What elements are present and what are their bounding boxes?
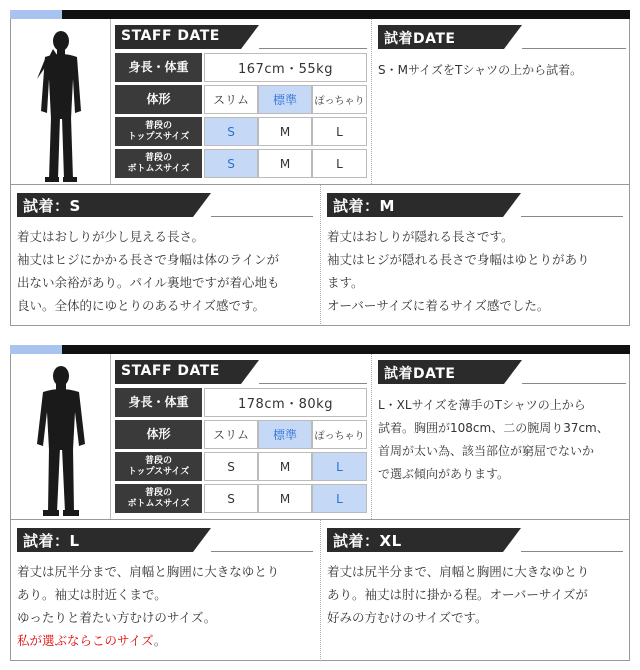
- tops-label-line2: トップスサイズ: [127, 131, 190, 142]
- trial-m-panel: [320, 185, 630, 326]
- staff-data-title: STAFF DATE: [121, 28, 220, 44]
- fitting-note-text: [378, 394, 628, 486]
- section-top-bar: [10, 10, 630, 19]
- trial-xl-line: 好みの方むけのサイズです。: [327, 610, 488, 625]
- tops-label-line2: トップスサイズ: [127, 466, 190, 477]
- trial-l-header: [17, 528, 313, 552]
- staff-silhouette-icon: [11, 19, 111, 184]
- bottoms-size-s: S: [204, 484, 258, 513]
- trial-l-recommend-suffix: 。: [153, 633, 167, 648]
- fitting-note-line: 試着。胸囲が108cm、二の腕周り37cm、: [378, 421, 609, 435]
- body-type-chubby: ぽっちゃり: [312, 85, 367, 114]
- fitting-note-title: 試着DATE: [384, 31, 456, 47]
- trial-l-recommend-text: 私が選ぶならこのサイズ: [17, 633, 154, 648]
- trial-s-line: 出ない余裕があり。パイル裏地ですが着心地も: [17, 275, 280, 290]
- staff-data-title: STAFF DATE: [121, 363, 220, 379]
- fitting-note-line: L・XLサイズを薄手のTシャツの上から: [378, 398, 586, 412]
- trial-m-text: [327, 225, 627, 317]
- trial-xl-line: 着丈は尻半分まで、肩幅と胸囲に大きなゆとり: [327, 564, 590, 579]
- trial-l-title: 試着：L: [23, 532, 80, 550]
- bottoms-size-row: [115, 484, 367, 513]
- body-type-chubby: ぽっちゃり: [312, 420, 367, 449]
- body-type-standard: 標準: [258, 420, 312, 449]
- trial-l-line: ゆったりと着たい方むけのサイズ。: [17, 610, 217, 625]
- tops-size-m: M: [258, 117, 312, 146]
- trial-xl-title: 試着：XL: [333, 532, 402, 550]
- bottoms-label-line2: ボトムスサイズ: [127, 498, 190, 509]
- body-type-label: 体形: [115, 420, 202, 449]
- trial-s-line: 良い。全体的にゆとりのあるサイズ感です。: [17, 298, 266, 313]
- bottoms-size-m: M: [258, 149, 312, 178]
- tops-size-l: L: [312, 117, 367, 146]
- tops-size-label: [115, 117, 202, 146]
- trial-s-line: 着丈はおしりが少し見える長さ。: [17, 229, 205, 244]
- bottoms-size-label: [115, 149, 202, 178]
- fitting-note-line: 首周が太い為、該当部位が窮屈でないか: [378, 444, 595, 458]
- trial-l-panel: [10, 520, 320, 661]
- tops-size-row: [115, 452, 367, 481]
- section-accent: [10, 10, 62, 19]
- fitting-note-title: 試着DATE: [384, 366, 456, 382]
- trial-s-header: [17, 193, 313, 217]
- trial-l-text: [17, 560, 317, 652]
- height-weight-label: 身長・体重: [115, 53, 202, 82]
- fitting-note-header: [378, 360, 626, 384]
- body-type-row: [115, 420, 367, 449]
- tops-size-s: S: [204, 452, 258, 481]
- trial-s-text: [17, 225, 317, 317]
- section-accent: [10, 345, 62, 354]
- height-weight-value: 167cm・55kg: [204, 53, 367, 82]
- height-weight-value: 178cm・80kg: [204, 388, 367, 417]
- height-weight-row: [115, 53, 367, 82]
- trial-xl-panel: [320, 520, 630, 661]
- body-type-standard: 標準: [258, 85, 312, 114]
- bottoms-label-line1: 普段の: [144, 152, 172, 163]
- fitting-note-line: で選ぶ傾向があります。: [378, 467, 510, 481]
- tops-size-row: [115, 117, 367, 146]
- height-weight-row: [115, 388, 367, 417]
- section-top-bar: [10, 345, 630, 354]
- staff-profile: [10, 19, 630, 185]
- trial-m-line: オーバーサイズに着るサイズ感でした。: [327, 298, 550, 313]
- bottoms-label-line1: 普段の: [144, 487, 172, 498]
- trial-xl-line: あり。袖丈は肘に掛かる程。オーバーサイズが: [327, 587, 588, 602]
- fitting-note: [371, 19, 630, 184]
- trial-xl-text: [327, 560, 627, 629]
- body-type-slim: スリム: [204, 85, 258, 114]
- trial-s-panel: [10, 185, 320, 326]
- staff-silhouette-icon: [11, 354, 111, 519]
- staff-profile: [10, 354, 630, 520]
- fitting-note-line: S・MサイズをTシャツの上から試着。: [378, 63, 583, 77]
- staff-silhouette-cell: [11, 19, 111, 184]
- trial-m-line: 袖丈はヒジが隠れる長さで身幅はゆとりがあり: [327, 252, 590, 267]
- tops-size-label: [115, 452, 202, 481]
- bottoms-size-row: [115, 149, 367, 178]
- tops-label-line1: 普段の: [144, 455, 172, 466]
- body-type-row: [115, 85, 367, 114]
- staff-silhouette-cell: [11, 354, 111, 519]
- tops-size-s: S: [204, 117, 258, 146]
- trial-l-recommend-line: [17, 629, 317, 652]
- trial-xl-header: [327, 528, 623, 552]
- fitting-note: [371, 354, 630, 519]
- fitting-note-text: [378, 59, 628, 82]
- body-type-slim: スリム: [204, 420, 258, 449]
- trial-s-line: 袖丈はヒジにかかる長さで身幅は体のラインが: [17, 252, 280, 267]
- trial-l-line: 着丈は尻半分まで、肩幅と胸囲に大きなゆとり: [17, 564, 280, 579]
- trial-m-line: 着丈はおしりが隠れる長さです。: [327, 229, 514, 244]
- staff-data-block: [115, 360, 367, 509]
- trial-m-title: 試着：M: [333, 197, 395, 215]
- bottoms-label-line2: ボトムスサイズ: [127, 163, 190, 174]
- trial-s-title: 試着：S: [23, 197, 81, 215]
- trial-m-line: ます。: [327, 275, 364, 290]
- staff-data-header: [115, 360, 367, 384]
- fitting-note-header: [378, 25, 626, 49]
- trial-l-line: あり。袖丈は肘近くまで。: [17, 587, 167, 602]
- tops-size-l: L: [312, 452, 367, 481]
- trial-m-header: [327, 193, 623, 217]
- bottoms-size-m: M: [258, 484, 312, 513]
- bottoms-size-s: S: [204, 149, 258, 178]
- staff-data-header: [115, 25, 367, 49]
- body-type-label: 体形: [115, 85, 202, 114]
- tops-size-m: M: [258, 452, 312, 481]
- tops-label-line1: 普段の: [144, 120, 172, 131]
- bottoms-size-l: L: [312, 484, 367, 513]
- bottoms-size-l: L: [312, 149, 367, 178]
- height-weight-label: 身長・体重: [115, 388, 202, 417]
- bottoms-size-label: [115, 484, 202, 513]
- staff-data-block: [115, 25, 367, 174]
